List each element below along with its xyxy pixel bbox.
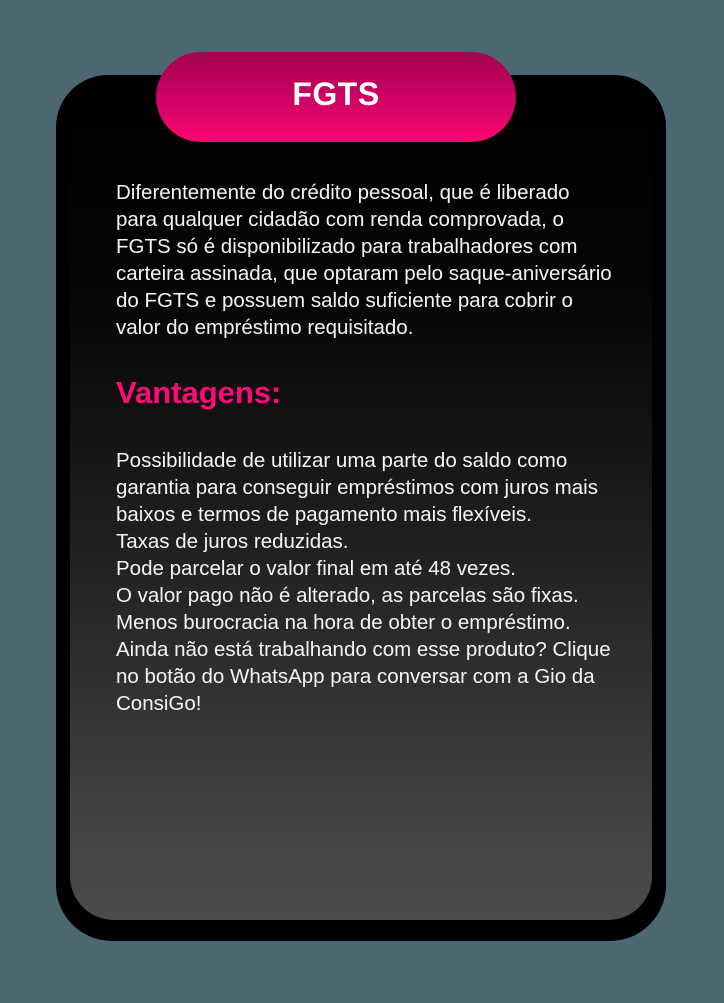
card-title: FGTS [292, 75, 380, 112]
advantage-item: Taxas de juros reduzidas. [116, 530, 349, 553]
advantage-item: Menos burocracia na hora de obter o empréstimo. [116, 611, 571, 634]
advantages-list [116, 447, 616, 717]
advantages-heading: Vantagens: [116, 375, 282, 410]
advantage-item: O valor pago não é alterado, as parcelas são fixas. [116, 584, 579, 607]
intro-paragraph: Diferentemente do crédito pessoal, que é liberado para qualquer cidadão com renda comprovada, o FGTS só é disponibilizado para trabalhadores com carteira assinada, que optaram pelo saque-aniversário do FGTS e possuem saldo suficiente para cobrir o valor do empréstimo requisitado. [116, 181, 612, 339]
whatsapp-cta-text: Ainda não está trabalhando com esse produto? Clique no botão do WhatsApp para conversar com a Gio da ConsiGo! [116, 638, 611, 715]
advantage-item: Pode parcelar o valor final em até 48 vezes. [116, 557, 516, 580]
card-content [116, 179, 616, 717]
advantage-item: Possibilidade de utilizar uma parte do saldo como garantia para conseguir empréstimos com juros mais baixos e termos de pagamento mais flexíveis. [116, 449, 598, 526]
title-pill [156, 52, 516, 142]
